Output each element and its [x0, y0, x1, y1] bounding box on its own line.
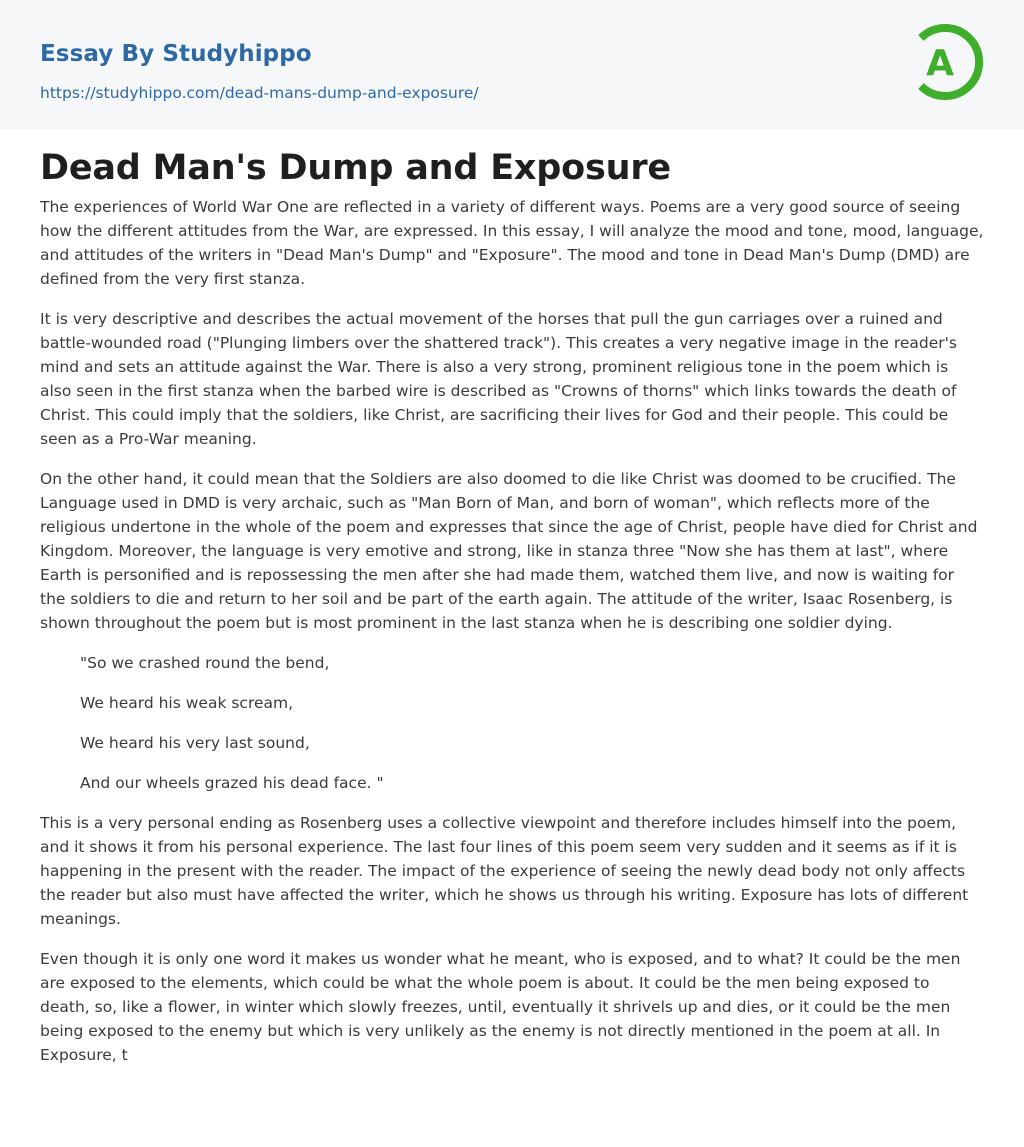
paragraph: The experiences of World War One are reflected in a variety of different ways. Poems are a very good source of seeing how the different attitudes from the War, are expressed. In this essay, I will analyze the mood and tone, mood, language, and attitudes of the writers in "Dead Man's Dump" and "Exposure". The mood and tone in Dead Man's Dump (DMD) are defined from the very first stanza.	[40, 198, 984, 288]
logo-letter: A	[926, 43, 954, 84]
verse-line: We heard his very last sound,	[80, 734, 310, 752]
paragraph: Even though it is only one word it makes us wonder what he meant, who is exposed, and to what? It could be the men are exposed to the elements, which could be what the whole poem is about. It could be the men being exposed to death, so, like a flower, in winter which slowly freezes, until, eventually it shrivels up and dies, or it could be the men being exposed to the enemy but which is very unlikely as the enemy is not directly mentioned in the poem at all. In Exposure, t	[40, 950, 961, 1064]
brand-title[interactable]: Essay By Studyhippo	[40, 41, 312, 67]
source-url-link[interactable]: https://studyhippo.com/dead-mans-dump-and-exposure/	[40, 84, 479, 102]
verse-line: And our wheels grazed his dead face. "	[80, 774, 384, 792]
verse-line: "So we crashed round the bend,	[80, 654, 330, 672]
paragraph: It is very descriptive and describes the actual movement of the horses that pull the gun carriages over a ruined and battle-wounded road ("Plunging limbers over the shattered track"). This creates a very negative image in the reader's mind and sets an attitude against the War. There is also a very strong, prominent religious tone in the poem which is also seen in the first stanza when the barbed wire is described as "Crowns of thorns" which links towards the death of Christ. This could imply that the soldiers, like Christ, are sacrificing their lives for God and their people. This could be seen as a Pro-War meaning.	[40, 310, 957, 448]
site-header	[0, 0, 1024, 129]
verse-line: We heard his weak scream,	[80, 694, 294, 712]
article-title: Dead Man's Dump and Exposure	[40, 148, 671, 188]
article	[0, 129, 1024, 1067]
circle-a-logo-icon[interactable]	[911, 18, 987, 106]
paragraph: This is a very personal ending as Rosenberg uses a collective viewpoint and therefore includes himself into the poem, and it shows it from his personal experience. The last four lines of this poem seem very sudden and it seems as if it is happening in the present with the reader. The impact of the experience of seeing the newly dead body not only affects the reader but also must have affected the writer, which he shows us through his writing. Exposure has lots of different meanings.	[40, 814, 969, 928]
paragraph: On the other hand, it could mean that the Soldiers are also doomed to die like Christ was doomed to be crucified. The Language used in DMD is very archaic, such as "Man Born of Man, and born of woman", which reflects more of the religious undertone in the whole of the poem and expresses that since the age of Christ, people have died for Christ and Kingdom. Moreover, the language is very emotive and strong, like in stanza three "Now she has them at last", where Earth is personified and is repossessing the men after she had made them, watched them live, and now is waiting for the soldiers to die and return to her soil and be part of the earth again. The attitude of the writer, Isaac Rosenberg, is shown throughout the poem but is most prominent in the last stanza when he is describing one soldier dying.	[40, 470, 978, 632]
